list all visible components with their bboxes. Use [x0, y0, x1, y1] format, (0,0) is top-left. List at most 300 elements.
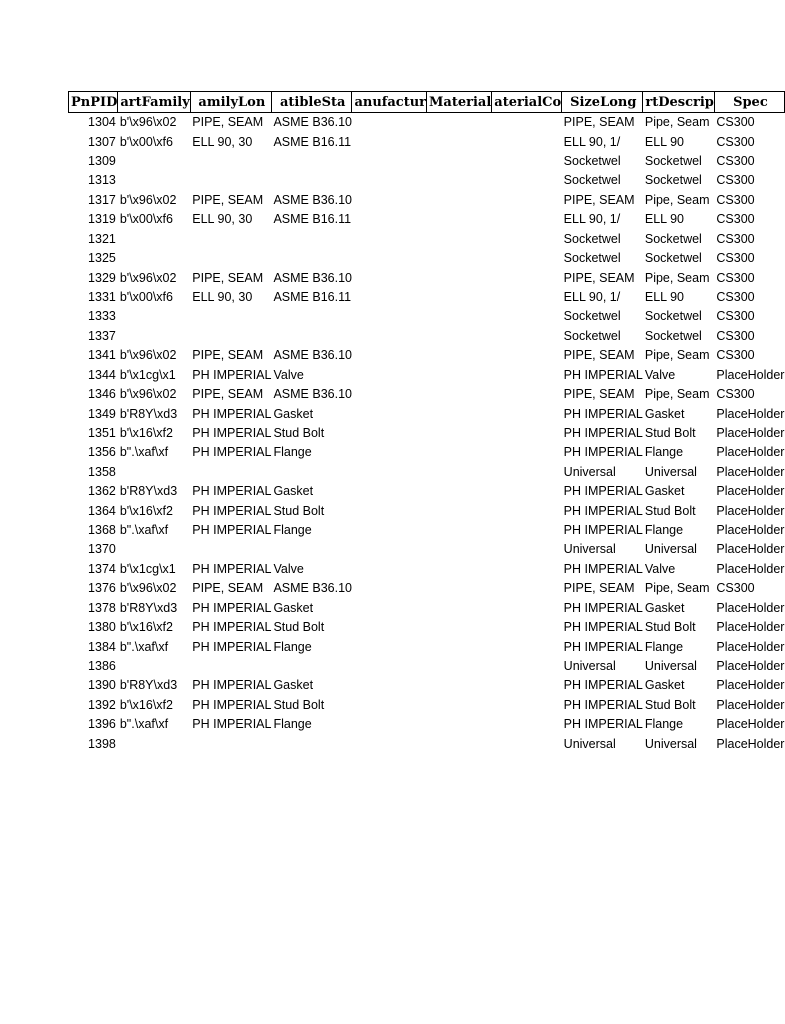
cell-family-long[interactable]: PH IMPERIAL — [192, 425, 272, 440]
cell-family-long[interactable]: PIPE, SEAM — [192, 387, 264, 402]
cell-size-long[interactable]: PH IMPERIAL — [563, 406, 643, 421]
cell-compatible-standard[interactable]: ASME B36.10 — [273, 348, 352, 363]
cell-manufacturer[interactable] — [352, 171, 427, 190]
cell-pnpid[interactable]: 1309 — [88, 154, 116, 169]
cell-material-code[interactable] — [492, 132, 562, 151]
cell-spec[interactable]: CS300 — [716, 231, 755, 246]
cell-family-long[interactable] — [190, 248, 271, 267]
cell-material-code[interactable] — [492, 520, 562, 539]
cell-material-code[interactable] — [492, 559, 562, 578]
cell-pnpid[interactable]: 1317 — [88, 192, 116, 207]
cell-manufacturer[interactable] — [352, 462, 427, 481]
cell-spec[interactable]: PlaceHolder — [716, 523, 785, 538]
col-header-manufacturer[interactable]: anufactur — [352, 92, 427, 113]
cell-pnpid[interactable]: 1376 — [88, 581, 116, 596]
cell-size-long[interactable]: PH IMPERIAL — [563, 697, 643, 712]
cell-part-family[interactable] — [118, 171, 190, 190]
cell-compatible-standard[interactable] — [271, 229, 352, 248]
cell-part-family[interactable]: b".\xaf\xf — [119, 639, 169, 654]
cell-part-description[interactable]: Flange — [644, 445, 684, 460]
cell-compatible-standard[interactable]: Gasket — [273, 678, 314, 693]
cell-size-long[interactable]: PH IMPERIAL — [563, 678, 643, 693]
cell-compatible-standard[interactable]: Gasket — [273, 406, 314, 421]
cell-material-code[interactable] — [492, 617, 562, 636]
cell-size-long[interactable]: PIPE, SEAM — [563, 115, 635, 130]
cell-material-code[interactable] — [492, 384, 562, 403]
cell-part-family[interactable]: b'\x00\xf6 — [119, 134, 173, 149]
cell-material-code[interactable] — [492, 443, 562, 462]
cell-material[interactable] — [427, 482, 492, 501]
col-header-family-long[interactable]: amilyLon — [190, 92, 271, 113]
cell-spec[interactable]: PlaceHolder — [716, 736, 785, 751]
cell-pnpid[interactable]: 1386 — [88, 659, 116, 674]
cell-part-family[interactable]: b'\x96\x02 — [119, 192, 177, 207]
cell-size-long[interactable]: PH IMPERIAL — [563, 367, 643, 382]
cell-spec[interactable]: CS300 — [716, 212, 755, 227]
cell-part-description[interactable]: Flange — [644, 639, 684, 654]
cell-part-family[interactable]: b'\x96\x02 — [119, 115, 177, 130]
cell-pnpid[interactable]: 1313 — [88, 173, 116, 188]
cell-size-long[interactable]: Socketwel — [563, 251, 621, 266]
cell-size-long[interactable]: ELL 90, 1/ — [563, 134, 621, 149]
cell-manufacturer[interactable] — [352, 617, 427, 636]
cell-manufacturer[interactable] — [352, 501, 427, 520]
cell-part-description[interactable]: Gasket — [644, 406, 685, 421]
cell-material[interactable] — [427, 365, 492, 384]
cell-part-description[interactable]: Valve — [644, 561, 676, 576]
cell-part-description[interactable]: Pipe, Seam — [644, 270, 710, 285]
cell-part-description[interactable]: Pipe, Seam — [644, 581, 710, 596]
cell-pnpid[interactable]: 1390 — [88, 678, 116, 693]
cell-part-family[interactable]: b'R8Y\xd3 — [119, 406, 178, 421]
cell-part-family[interactable]: b".\xaf\xf — [119, 717, 169, 732]
cell-family-long[interactable]: ELL 90, 30 — [192, 134, 253, 149]
cell-size-long[interactable]: PH IMPERIAL — [563, 523, 643, 538]
cell-part-description[interactable]: Stud Bolt — [644, 620, 696, 635]
cell-part-description[interactable]: Socketwel — [644, 309, 702, 324]
col-header-part-family[interactable]: artFamily — [118, 92, 190, 113]
cell-size-long[interactable]: Socketwel — [563, 154, 621, 169]
cell-pnpid[interactable]: 1346 — [88, 387, 116, 402]
cell-spec[interactable]: PlaceHolder — [716, 367, 785, 382]
cell-material[interactable] — [427, 190, 492, 209]
cell-family-long[interactable]: PIPE, SEAM — [192, 348, 264, 363]
col-header-pnpid[interactable]: PnPID — [69, 92, 118, 113]
cell-compatible-standard[interactable]: ASME B16.11 — [273, 134, 352, 149]
cell-spec[interactable]: PlaceHolder — [716, 678, 785, 693]
cell-material-code[interactable] — [492, 734, 562, 753]
cell-family-long[interactable]: PH IMPERIAL — [192, 697, 272, 712]
cell-part-family[interactable] — [118, 248, 190, 267]
cell-spec[interactable]: CS300 — [716, 134, 755, 149]
cell-part-family[interactable] — [118, 656, 190, 675]
cell-compatible-standard[interactable]: Gasket — [273, 484, 314, 499]
cell-part-family[interactable] — [118, 540, 190, 559]
cell-material-code[interactable] — [492, 715, 562, 734]
cell-part-family[interactable]: b'\x96\x02 — [119, 348, 177, 363]
cell-part-description[interactable]: Socketwel — [644, 173, 702, 188]
cell-part-family[interactable] — [118, 307, 190, 326]
cell-pnpid[interactable]: 1349 — [88, 406, 116, 421]
cell-size-long[interactable]: PH IMPERIAL — [563, 600, 643, 615]
cell-material[interactable] — [427, 715, 492, 734]
cell-pnpid[interactable]: 1398 — [88, 736, 116, 751]
cell-spec[interactable]: PlaceHolder — [716, 503, 785, 518]
cell-material[interactable] — [427, 423, 492, 442]
cell-pnpid[interactable]: 1368 — [88, 523, 116, 538]
cell-family-long[interactable]: PH IMPERIAL — [192, 620, 272, 635]
cell-part-description[interactable]: Gasket — [644, 678, 685, 693]
cell-part-description[interactable]: Stud Bolt — [644, 503, 696, 518]
cell-spec[interactable]: PlaceHolder — [716, 697, 785, 712]
cell-part-description[interactable]: Socketwel — [644, 251, 702, 266]
cell-material[interactable] — [427, 384, 492, 403]
cell-part-description[interactable]: Stud Bolt — [644, 697, 696, 712]
cell-compatible-standard[interactable] — [271, 734, 352, 753]
cell-spec[interactable]: CS300 — [716, 251, 755, 266]
cell-pnpid[interactable]: 1307 — [88, 134, 116, 149]
cell-pnpid[interactable]: 1341 — [88, 348, 116, 363]
cell-part-description[interactable]: Pipe, Seam — [644, 115, 710, 130]
cell-spec[interactable]: PlaceHolder — [716, 406, 785, 421]
cell-compatible-standard[interactable] — [271, 656, 352, 675]
cell-part-description[interactable]: Pipe, Seam — [644, 387, 710, 402]
cell-compatible-standard[interactable]: ASME B36.10 — [273, 115, 352, 130]
cell-family-long[interactable]: PIPE, SEAM — [192, 192, 264, 207]
cell-spec[interactable]: PlaceHolder — [716, 561, 785, 576]
cell-compatible-standard[interactable]: Stud Bolt — [273, 697, 325, 712]
cell-part-description[interactable]: Pipe, Seam — [644, 348, 710, 363]
cell-part-family[interactable]: b'\x96\x02 — [119, 270, 177, 285]
cell-part-family[interactable]: b'R8Y\xd3 — [119, 600, 178, 615]
cell-compatible-standard[interactable]: Flange — [273, 639, 312, 654]
cell-part-description[interactable]: Pipe, Seam — [644, 192, 710, 207]
cell-family-long[interactable] — [190, 151, 271, 170]
cell-pnpid[interactable]: 1358 — [88, 464, 116, 479]
cell-spec[interactable]: CS300 — [716, 290, 755, 304]
cell-size-long[interactable]: Universal — [563, 542, 616, 557]
cell-family-long[interactable]: PH IMPERIAL — [192, 678, 272, 693]
cell-part-family[interactable]: b'\x00\xf6 — [119, 212, 173, 227]
cell-part-family[interactable] — [118, 151, 190, 170]
cell-compatible-standard[interactable]: ASME B16.11 — [273, 212, 352, 227]
cell-part-family[interactable]: b'\x16\xf2 — [119, 620, 173, 635]
cell-material-code[interactable] — [492, 656, 562, 675]
cell-material-code[interactable] — [492, 695, 562, 714]
cell-spec[interactable]: PlaceHolder — [716, 620, 785, 635]
cell-material-code[interactable] — [492, 287, 562, 306]
cell-compatible-standard[interactable]: Valve — [273, 367, 304, 382]
cell-size-long[interactable]: PH IMPERIAL — [563, 445, 643, 460]
cell-manufacturer[interactable] — [352, 734, 427, 753]
cell-material-code[interactable] — [492, 501, 562, 520]
cell-material[interactable] — [427, 443, 492, 462]
cell-part-description[interactable]: Gasket — [644, 600, 685, 615]
cell-part-description[interactable]: ELL 90 — [644, 212, 685, 227]
cell-manufacturer[interactable] — [352, 287, 427, 306]
cell-family-long[interactable] — [190, 462, 271, 481]
cell-manufacturer[interactable] — [352, 307, 427, 326]
cell-compatible-standard[interactable]: ASME B36.10 — [273, 581, 352, 596]
cell-part-family[interactable]: b'R8Y\xd3 — [119, 484, 178, 499]
cell-part-description[interactable]: Universal — [644, 542, 697, 557]
cell-part-family[interactable]: b'\x96\x02 — [119, 387, 177, 402]
cell-spec[interactable]: CS300 — [716, 581, 755, 596]
cell-material[interactable] — [427, 734, 492, 753]
cell-manufacturer[interactable] — [352, 423, 427, 442]
cell-size-long[interactable]: PH IMPERIAL — [563, 425, 643, 440]
cell-material[interactable] — [427, 637, 492, 656]
cell-spec[interactable]: CS300 — [716, 192, 755, 207]
cell-part-family[interactable]: b'\x1cg\x1 — [119, 561, 176, 576]
cell-family-long[interactable]: PH IMPERIAL — [192, 717, 272, 732]
cell-pnpid[interactable]: 1344 — [88, 367, 116, 382]
cell-material[interactable] — [427, 132, 492, 151]
cell-part-family[interactable]: b'\x16\xf2 — [119, 697, 173, 712]
cell-pnpid[interactable]: 1329 — [88, 270, 116, 285]
cell-manufacturer[interactable] — [352, 676, 427, 695]
cell-spec[interactable]: CS300 — [716, 154, 755, 169]
cell-material-code[interactable] — [492, 365, 562, 384]
cell-spec[interactable]: CS300 — [716, 348, 755, 363]
col-header-material[interactable]: Material — [427, 92, 492, 113]
cell-spec[interactable]: PlaceHolder — [716, 484, 785, 499]
cell-size-long[interactable]: PIPE, SEAM — [563, 387, 635, 402]
cell-family-long[interactable] — [190, 540, 271, 559]
cell-size-long[interactable]: PH IMPERIAL — [563, 620, 643, 635]
cell-part-family[interactable]: b'\x00\xf6 — [119, 290, 173, 304]
cell-material-code[interactable] — [492, 151, 562, 170]
cell-compatible-standard[interactable]: ASME B36.10 — [273, 270, 352, 285]
cell-size-long[interactable]: Universal — [563, 659, 616, 674]
cell-family-long[interactable] — [190, 307, 271, 326]
cell-material-code[interactable] — [492, 307, 562, 326]
cell-size-long[interactable]: PH IMPERIAL — [563, 503, 643, 518]
cell-material-code[interactable] — [492, 676, 562, 695]
cell-spec[interactable]: PlaceHolder — [716, 542, 785, 557]
cell-pnpid[interactable]: 1370 — [88, 542, 116, 557]
cell-material[interactable] — [427, 326, 492, 345]
cell-pnpid[interactable]: 1337 — [88, 328, 116, 343]
cell-spec[interactable]: CS300 — [716, 173, 755, 188]
cell-family-long[interactable]: PH IMPERIAL — [192, 600, 272, 615]
cell-pnpid[interactable]: 1333 — [88, 309, 116, 324]
cell-compatible-standard[interactable]: Stud Bolt — [273, 620, 325, 635]
col-header-material-code[interactable]: aterialCo — [492, 92, 562, 113]
cell-manufacturer[interactable] — [352, 384, 427, 403]
cell-material[interactable] — [427, 559, 492, 578]
cell-family-long[interactable]: ELL 90, 30 — [192, 290, 253, 304]
cell-manufacturer[interactable] — [352, 229, 427, 248]
cell-size-long[interactable]: PIPE, SEAM — [563, 270, 635, 285]
cell-compatible-standard[interactable] — [271, 171, 352, 190]
cell-material[interactable] — [427, 520, 492, 539]
cell-spec[interactable]: PlaceHolder — [716, 445, 785, 460]
col-header-size-long[interactable]: SizeLong — [562, 92, 643, 113]
cell-size-long[interactable]: PIPE, SEAM — [563, 348, 635, 363]
cell-family-long[interactable] — [190, 326, 271, 345]
cell-material-code[interactable] — [492, 462, 562, 481]
cell-compatible-standard[interactable]: Gasket — [273, 600, 314, 615]
cell-part-family[interactable] — [118, 326, 190, 345]
cell-part-description[interactable]: Universal — [644, 659, 697, 674]
cell-part-family[interactable]: b'\x16\xf2 — [119, 503, 173, 518]
cell-size-long[interactable]: PIPE, SEAM — [563, 581, 635, 596]
cell-size-long[interactable]: PH IMPERIAL — [563, 484, 643, 499]
cell-manufacturer[interactable] — [352, 579, 427, 598]
cell-size-long[interactable]: Socketwel — [563, 173, 621, 188]
cell-part-family[interactable] — [118, 462, 190, 481]
cell-family-long[interactable] — [190, 171, 271, 190]
cell-material-code[interactable] — [492, 404, 562, 423]
cell-material[interactable] — [427, 404, 492, 423]
cell-material[interactable] — [427, 656, 492, 675]
cell-size-long[interactable]: PIPE, SEAM — [563, 192, 635, 207]
cell-family-long[interactable]: PH IMPERIAL — [192, 406, 272, 421]
cell-family-long[interactable]: PH IMPERIAL — [192, 639, 272, 654]
cell-material[interactable] — [427, 579, 492, 598]
cell-manufacturer[interactable] — [352, 346, 427, 365]
cell-pnpid[interactable]: 1378 — [88, 600, 116, 615]
cell-family-long[interactable] — [190, 656, 271, 675]
cell-pnpid[interactable]: 1325 — [88, 251, 116, 266]
cell-manufacturer[interactable] — [352, 559, 427, 578]
cell-size-long[interactable]: PH IMPERIAL — [563, 639, 643, 654]
cell-size-long[interactable]: Socketwel — [563, 231, 621, 246]
cell-size-long[interactable]: Universal — [563, 736, 616, 751]
cell-material-code[interactable] — [492, 598, 562, 617]
cell-part-family[interactable]: b'\x96\x02 — [119, 581, 177, 596]
cell-pnpid[interactable]: 1384 — [88, 639, 116, 654]
cell-spec[interactable]: CS300 — [716, 270, 755, 285]
cell-material[interactable] — [427, 248, 492, 267]
cell-material[interactable] — [427, 210, 492, 229]
cell-manufacturer[interactable] — [352, 210, 427, 229]
cell-pnpid[interactable]: 1380 — [88, 620, 116, 635]
cell-manufacturer[interactable] — [352, 482, 427, 501]
cell-pnpid[interactable]: 1374 — [88, 561, 116, 576]
cell-material-code[interactable] — [492, 248, 562, 267]
cell-material[interactable] — [427, 171, 492, 190]
cell-spec[interactable]: PlaceHolder — [716, 600, 785, 615]
cell-manufacturer[interactable] — [352, 132, 427, 151]
cell-manufacturer[interactable] — [352, 656, 427, 675]
cell-compatible-standard[interactable] — [271, 540, 352, 559]
cell-manufacturer[interactable] — [352, 598, 427, 617]
cell-family-long[interactable]: PH IMPERIAL — [192, 503, 272, 518]
cell-size-long[interactable]: PH IMPERIAL — [563, 561, 643, 576]
cell-part-description[interactable]: Socketwel — [644, 231, 702, 246]
cell-material[interactable] — [427, 346, 492, 365]
cell-compatible-standard[interactable]: Stud Bolt — [273, 425, 325, 440]
cell-spec[interactable]: PlaceHolder — [716, 639, 785, 654]
cell-family-long[interactable]: PH IMPERIAL — [192, 367, 272, 382]
cell-spec[interactable]: CS300 — [716, 309, 755, 324]
cell-manufacturer[interactable] — [352, 365, 427, 384]
cell-material-code[interactable] — [492, 326, 562, 345]
cell-material[interactable] — [427, 113, 492, 132]
cell-material[interactable] — [427, 695, 492, 714]
cell-pnpid[interactable]: 1356 — [88, 445, 116, 460]
cell-family-long[interactable]: PIPE, SEAM — [192, 270, 264, 285]
cell-spec[interactable]: PlaceHolder — [716, 659, 785, 674]
cell-part-description[interactable]: Valve — [644, 367, 676, 382]
cell-material[interactable] — [427, 598, 492, 617]
cell-manufacturer[interactable] — [352, 151, 427, 170]
cell-family-long[interactable]: PIPE, SEAM — [192, 581, 264, 596]
cell-material-code[interactable] — [492, 540, 562, 559]
cell-family-long[interactable]: PH IMPERIAL — [192, 484, 272, 499]
cell-part-description[interactable]: Universal — [644, 464, 697, 479]
cell-pnpid[interactable]: 1331 — [88, 290, 116, 304]
cell-manufacturer[interactable] — [352, 715, 427, 734]
cell-pnpid[interactable]: 1351 — [88, 425, 116, 440]
cell-pnpid[interactable]: 1321 — [88, 231, 116, 246]
cell-part-description[interactable]: Gasket — [644, 484, 685, 499]
cell-material[interactable] — [427, 676, 492, 695]
cell-part-description[interactable]: Flange — [644, 523, 684, 538]
cell-material-code[interactable] — [492, 423, 562, 442]
cell-compatible-standard[interactable]: Flange — [273, 523, 312, 538]
cell-family-long[interactable] — [190, 229, 271, 248]
cell-compatible-standard[interactable]: Valve — [273, 561, 304, 576]
cell-material-code[interactable] — [492, 229, 562, 248]
cell-manufacturer[interactable] — [352, 248, 427, 267]
cell-part-description[interactable]: ELL 90 — [644, 290, 685, 304]
cell-part-family[interactable]: b'\x16\xf2 — [119, 425, 173, 440]
cell-pnpid[interactable]: 1362 — [88, 484, 116, 499]
cell-material-code[interactable] — [492, 268, 562, 287]
cell-part-family[interactable]: b'R8Y\xd3 — [119, 678, 178, 693]
cell-spec[interactable]: PlaceHolder — [716, 464, 785, 479]
cell-material[interactable] — [427, 617, 492, 636]
cell-family-long[interactable]: PH IMPERIAL — [192, 561, 272, 576]
cell-family-long[interactable]: PIPE, SEAM — [192, 115, 264, 130]
cell-size-long[interactable]: Socketwel — [563, 309, 621, 324]
cell-pnpid[interactable]: 1392 — [88, 697, 116, 712]
cell-material-code[interactable] — [492, 190, 562, 209]
cell-spec[interactable]: CS300 — [716, 387, 755, 402]
cell-part-description[interactable]: Socketwel — [644, 154, 702, 169]
cell-size-long[interactable]: ELL 90, 1/ — [563, 212, 621, 227]
cell-part-description[interactable]: Flange — [644, 717, 684, 732]
cell-compatible-standard[interactable]: ASME B36.10 — [273, 192, 352, 207]
cell-material[interactable] — [427, 501, 492, 520]
cell-compatible-standard[interactable] — [271, 307, 352, 326]
cell-material-code[interactable] — [492, 113, 562, 132]
col-header-spec[interactable]: Spec — [714, 92, 784, 113]
cell-family-long[interactable]: PH IMPERIAL — [192, 523, 272, 538]
cell-pnpid[interactable]: 1319 — [88, 212, 116, 227]
cell-compatible-standard[interactable]: Stud Bolt — [273, 503, 325, 518]
cell-family-long[interactable]: ELL 90, 30 — [192, 212, 253, 227]
cell-material[interactable] — [427, 151, 492, 170]
cell-pnpid[interactable]: 1364 — [88, 503, 116, 518]
cell-part-description[interactable]: Stud Bolt — [644, 425, 696, 440]
cell-manufacturer[interactable] — [352, 113, 427, 132]
cell-part-family[interactable]: b".\xaf\xf — [119, 445, 169, 460]
cell-part-family[interactable] — [118, 229, 190, 248]
cell-manufacturer[interactable] — [352, 268, 427, 287]
cell-spec[interactable]: CS300 — [716, 328, 755, 343]
cell-material-code[interactable] — [492, 346, 562, 365]
col-header-compatible-standard[interactable]: atibleSta — [271, 92, 352, 113]
cell-material[interactable] — [427, 462, 492, 481]
cell-compatible-standard[interactable]: Flange — [273, 445, 312, 460]
cell-material[interactable] — [427, 540, 492, 559]
cell-material[interactable] — [427, 307, 492, 326]
cell-material-code[interactable] — [492, 210, 562, 229]
